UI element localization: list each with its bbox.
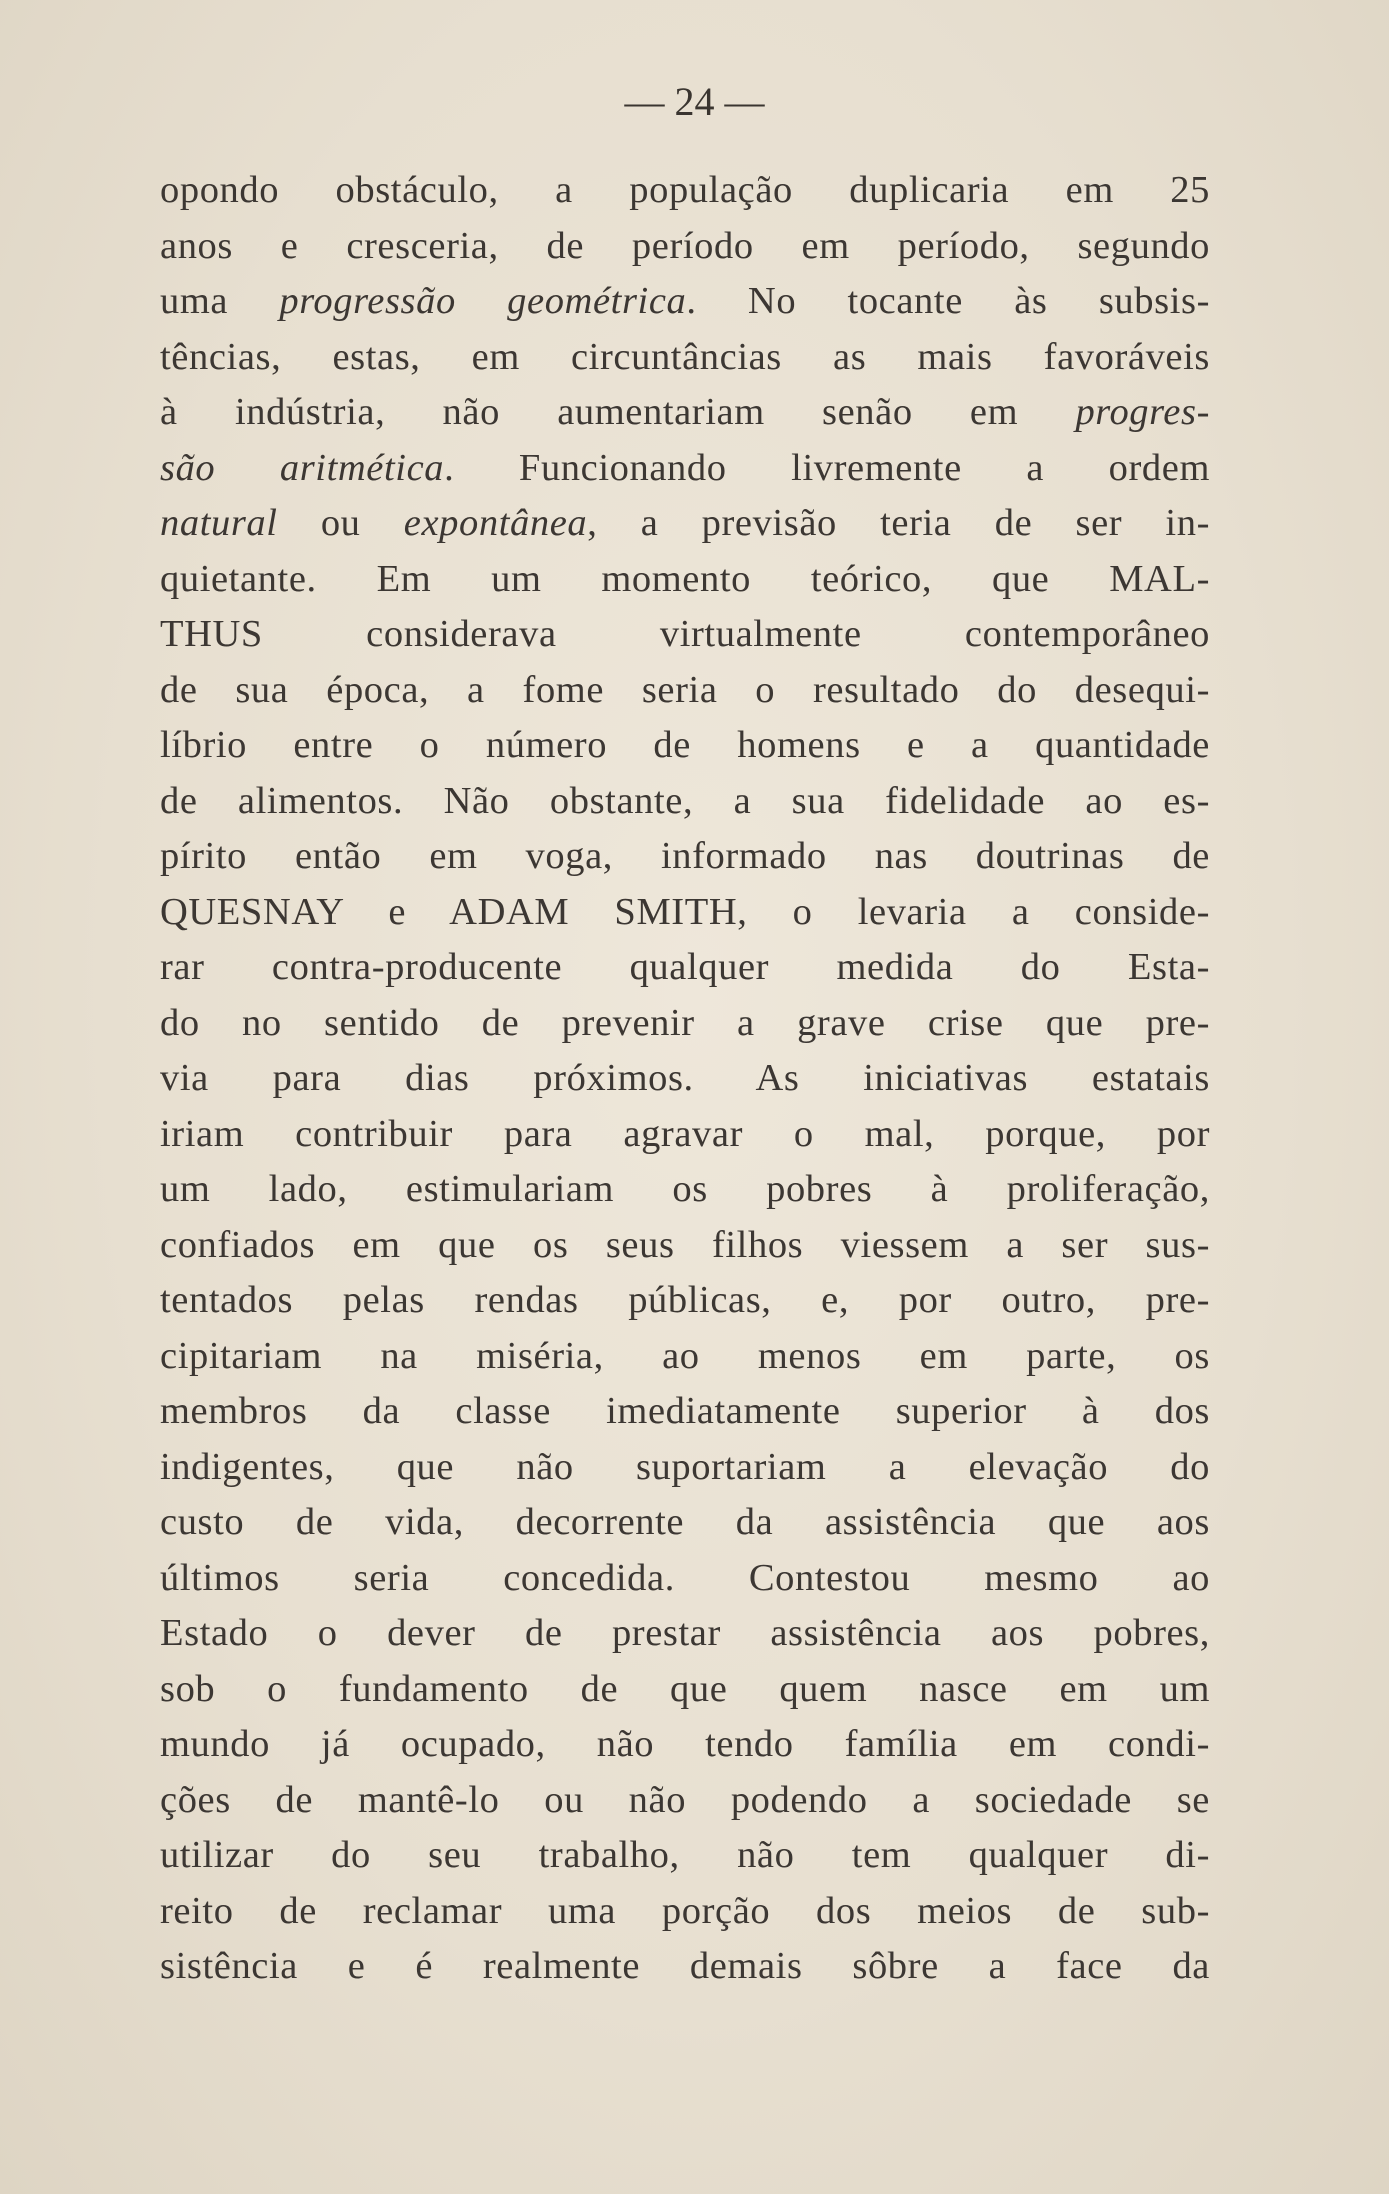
text-line [160,663,1210,719]
text-line [160,385,1210,441]
text-line [160,885,1210,941]
italic-text: progressão geométrica [279,280,687,322]
text-line [160,1107,1210,1163]
text-line [160,441,1210,497]
text-run: custo de vida, decorrente da assistência que aos [160,1501,1210,1543]
text-line [160,1440,1210,1496]
text-run: um lado, estimulariam os pobres à proliferação, [160,1168,1210,1210]
text-line [160,1551,1210,1607]
text-line [160,1051,1210,1107]
text-run: ções de mantê-lo ou não podendo a sociedade se [160,1778,1210,1821]
text-line [160,1606,1210,1662]
text-run: membros da classe imediatamente superior à dos [160,1390,1210,1432]
text-run: de alimentos. Não obstante, a sua fidelidade ao es- [160,779,1210,822]
text-line [160,1884,1210,1940]
text-run: últimos seria concedida. Contestou mesmo ao [160,1556,1210,1599]
text-line [160,552,1210,608]
text-run: , a previsão teria de ser in- [587,502,1210,544]
text-run: rar contra-producente qualquer medida do Esta- [160,946,1210,988]
text-run: de sua época, a fome seria o resultado do desequi- [160,668,1210,711]
text-line [160,1495,1210,1551]
text-line [160,496,1210,552]
text-run: anos e cresceria, de período em período, segundo [160,224,1210,267]
text-line [160,996,1210,1052]
italic-text: são aritmética [160,446,445,489]
text-line [160,274,1210,330]
text-run: sistência e é realmente demais sôbre a face da [160,1945,1210,1987]
body-paragraph [160,163,1210,1995]
text-run: quietante. Em um momento teórico, que MAL- [160,557,1210,600]
text-run: indigentes, que não suportariam a elevação do [160,1445,1210,1488]
text-line [160,330,1210,386]
text-run: utilizar do seu trabalho, não tem qualquer di- [160,1834,1210,1876]
text-run: via para dias próximos. As iniciativas estatais [160,1057,1210,1099]
text-run: ou [277,502,404,544]
text-line [160,1273,1210,1329]
text-run: uma [160,280,280,322]
text-run: opondo obstáculo, a população duplicaria em 25 [160,169,1210,211]
text-run: Estado o dever de prestar assistência aos pobres, [160,1612,1210,1654]
text-line [160,1662,1210,1718]
text-run: tentados pelas rendas públicas, e, por outro, pre- [160,1279,1210,1321]
text-run: confiados em que os seus filhos viessem a ser sus- [160,1223,1210,1266]
text-line [160,718,1210,774]
text-line [160,940,1210,996]
text-run: tências, estas, em circuntâncias as mais favoráveis [160,335,1210,378]
text-line [160,1162,1210,1218]
italic-text: natural [160,502,278,544]
page-number: — 24 — [624,79,765,124]
text-line [160,1773,1210,1829]
text-run: do no sentido de prevenir a grave crise que pre- [160,1001,1210,1044]
text-line [160,1329,1210,1385]
text-run: pírito então em voga, informado nas doutrinas de [160,835,1210,877]
text-run: líbrio entre o número de homens e a quantidade [160,724,1210,766]
text-line [160,219,1210,275]
text-line [160,774,1210,830]
text-run: à indústria, não aumentariam senão em [160,391,1076,433]
italic-text: progres- [1075,391,1210,433]
text-run: . No tocante às subsis- [686,280,1210,322]
text-line [160,163,1210,219]
text-line [160,829,1210,885]
text-run: iriam contribuir para agravar o mal, porque, por [160,1112,1210,1155]
text-line [160,607,1210,663]
text-run: . Funcionando livremente a ordem [444,446,1210,489]
text-line [160,1828,1210,1884]
text-run: sob o fundamento de que quem nasce em um [160,1667,1210,1710]
text-run: reito de reclamar uma porção dos meios de sub- [160,1889,1210,1932]
text-line [160,1384,1210,1440]
text-run: QUESNAY e ADAM SMITH, o levaria a conside- [160,890,1210,933]
text-line [160,1939,1210,1995]
text-line [160,1717,1210,1773]
text-run: cipitariam na miséria, ao menos em parte, os [160,1334,1210,1377]
text-line [160,1218,1210,1274]
italic-text: expontânea [403,502,588,544]
text-run: THUS considerava virtualmente contemporâneo [160,613,1210,655]
text-run: mundo já ocupado, não tendo família em condi- [160,1723,1210,1765]
